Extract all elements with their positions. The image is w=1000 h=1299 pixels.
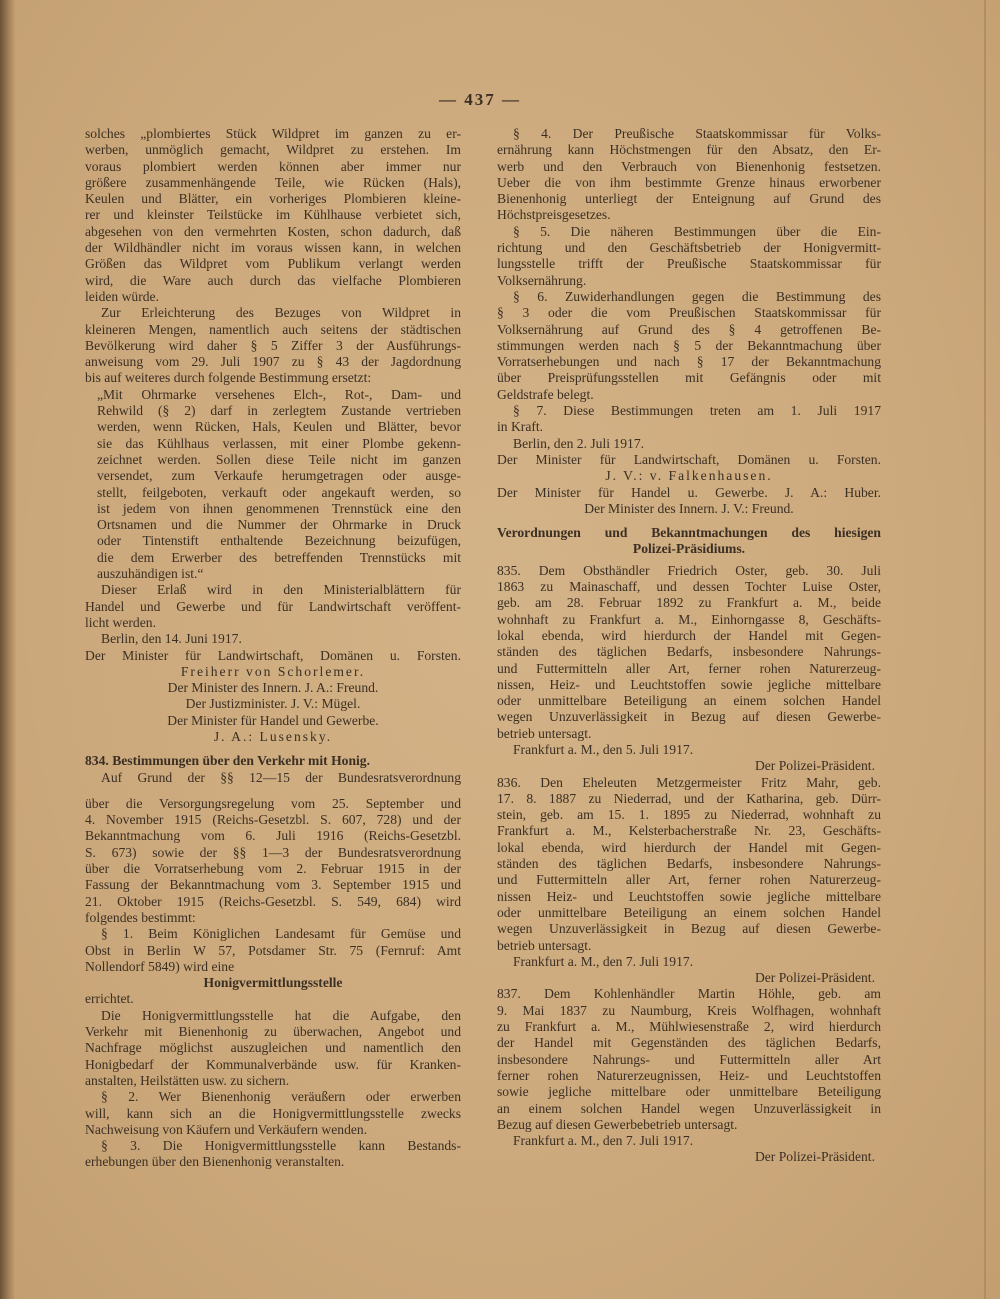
text-line: anweisung vom 29. Juli 1907 zu § 43 der Jagdordnung xyxy=(85,354,461,370)
text-line: kleineren Mengen, namentlich auch seitens der städtischen xyxy=(85,321,461,337)
text-line: in Kraft. xyxy=(497,419,544,435)
text-line: Größen das Wildpret vom Publikum verlangt werden xyxy=(85,256,461,272)
text-line: werb und den Verbrauch von Bienenhonig festsetzen. xyxy=(497,158,881,174)
text-line: Der Minister für Landwirtschaft, Domänen u. Forsten. xyxy=(497,451,881,467)
text-line: ernährung kann Höchstmengen für den Absatz, den Er- xyxy=(497,142,881,158)
text-line: stimmungen werden nach § 5 der Bekanntmachung über xyxy=(497,337,881,353)
text-line: Bienenhonig unterliegt der Enteignung auf Grund des xyxy=(497,191,881,207)
text-line: über die Versorgungsregelung vom 25. September und xyxy=(85,795,461,811)
text-line: wegen Unzuverlässigkeit in Bezug auf diesen Gewerbe- xyxy=(497,709,881,725)
text-line: J. V.: v. Falkenhausen. xyxy=(605,468,773,484)
text-line: will, kann sich an die Honigvermittlungsstelle zwecks xyxy=(85,1105,461,1121)
text-line: Der Justizminister. J. V.: Mügel. xyxy=(185,696,361,712)
text-line: Rehwild (§ 2) darf in zerlegtem Zustande vertrieben xyxy=(97,403,461,419)
text-line: Nachfrage möglichst auszugleichen und namentlich den xyxy=(85,1040,461,1056)
text-line: Berlin, den 2. Juli 1917. xyxy=(513,435,645,451)
text-line: Der Minister des Innern. J. V.: Freund. xyxy=(584,500,794,516)
text-line: Honigbedarf der Kommunalverbände usw. für Kranken- xyxy=(85,1056,461,1072)
text-line: oder unmittelbare Beteiligung an einem solchen Handel xyxy=(497,693,881,709)
text-line: Honigvermittlungsstelle xyxy=(203,975,343,991)
text-line: 835. Dem Obsthändler Friedrich Oster, geb. 30. Juli xyxy=(497,562,881,578)
text-line: Obst in Berlin W 57, Potsdamer Str. 75 (Fernruf: Amt xyxy=(85,942,461,958)
text-line: Der Polizei-Präsident. xyxy=(754,970,875,986)
text-line: versendet, zum Verkaufe herumgetragen oder ausge- xyxy=(97,468,461,484)
text-line: Ortsnamen und die Nummer der Ohrmarke in Druck xyxy=(97,517,461,533)
text-line: anstalten, Heilstätten usw. zu sichern. xyxy=(85,1072,290,1088)
text-line: sowie jegliche mittelbare oder unmittelbare Beteiligung xyxy=(497,1084,881,1100)
text-line: 834. Bestimmungen über den Verkehr mit Honig. xyxy=(85,753,370,769)
text-line: zu Frankfurt a. M., Mühlwiesenstraße 2, wird hierdurch xyxy=(497,1019,881,1035)
text-line: Polizei-Präsidiums. xyxy=(632,541,746,557)
text-line: Dieser Erlaß wird in den Ministerialblättern für xyxy=(101,582,461,598)
text-line: Frankfurt a. M., den 7. Juli 1917. xyxy=(513,953,694,969)
text-line: Keulen und Blätter, ein vorheriges Plombieren kleine- xyxy=(85,191,461,207)
text-line: 17. 8. 1887 zu Niederrad, und der Katharina, geb. Dürr- xyxy=(497,790,881,806)
text-line: stellt, feilgeboten, verkauft oder angekauft werden, so xyxy=(97,484,461,500)
text-line: voraus plombiert werden können aber immer nur xyxy=(85,158,461,174)
text-line: folgendes bestimmt: xyxy=(85,909,196,925)
text-line: Der Minister für Handel und Gewerbe. xyxy=(167,712,379,728)
text-line: und Futtermitteln aller Art, ferner rohen Naturerzeug- xyxy=(497,872,881,888)
page-edge xyxy=(984,0,986,1299)
text-line: werden, wenn Rücken, Hals, Keulen und Blätter, bevor xyxy=(97,419,461,435)
text-line: ist jedem von ihnen genommenen Trennstück eine den xyxy=(97,500,461,516)
text-line: Freiherr von Schorlemer. xyxy=(180,663,366,679)
text-line: auszuhändigen ist.“ xyxy=(97,566,204,582)
text-line: 837. Dem Kohlenhändler Martin Höhle, geb. am xyxy=(497,986,881,1002)
text-line: § 2. Wer Bienenhonig veräußern oder erwerben xyxy=(101,1089,461,1105)
text-line: § 1. Beim Königlichen Landesamt für Gemüse und xyxy=(101,926,461,942)
text-line: geb. am 28. Februar 1892 zu Frankfurt a. M., beide xyxy=(497,595,881,611)
text-line: größere zusammenhängende Teile, wie Rücken (Hals), xyxy=(85,174,461,190)
text-line: oder unmittelbare Beteiligung an einem solchen Handel xyxy=(497,904,881,920)
binding-gutter xyxy=(0,0,16,1299)
text-line: 9. Mai 1837 zu Naumburg, Kreis Wolfhagen, wohnhaft xyxy=(497,1002,881,1018)
text-line: betrieb untersagt. xyxy=(497,725,592,741)
text-line: § 3 oder die vom Preußischen Staatskommissar für xyxy=(497,305,881,321)
text-line: nissen Heiz- und Leuchtstoffen sowie jegliche mittelbare xyxy=(497,888,881,904)
text-line: wegen Unzuverlässigkeit in Bezug auf diesen Gewerbe- xyxy=(497,921,881,937)
text-line: Auf Grund der §§ 12—15 der Bundesratsverordnung xyxy=(101,769,461,785)
text-line: Die Honigvermittlungsstelle hat die Aufgabe, den xyxy=(101,1007,461,1023)
text-line: leiden würde. xyxy=(85,288,159,304)
text-line: § 4. Der Preußische Staatskommissar für Volks- xyxy=(513,126,881,141)
text-line: über die Vorratserhebung vom 2. Februar 1915 in der xyxy=(85,861,461,877)
text-line: Bekanntmachung vom 6. Juli 1916 (Reichs-Gesetzbl. xyxy=(85,828,461,844)
text-line: die dem Erwerber des betreffenden Trennstücks mit xyxy=(97,549,461,565)
text-line: Frankfurt a. M., den 7. Juli 1917. xyxy=(513,1133,694,1149)
text-line: Der Minister für Landwirtschaft, Domänen u. Forsten. xyxy=(85,647,461,663)
text-line: abgesehen von den vermehrten Kosten, schon dadurch, daß xyxy=(85,223,461,239)
text-line: Frankfurt a. M., Kelsterbacherstraße Nr. 23, Geschäfts- xyxy=(497,823,881,839)
text-line: Höchstpreisgesetzes. xyxy=(497,207,611,223)
text-line: wohnhaft zu Frankfurt a. M., Einhorngasse 8, Geschäfts- xyxy=(497,611,881,627)
text-line: Der Minister des Innern. J. A.: Freund. xyxy=(167,680,379,696)
text-line: 21. Oktober 1915 (Reichs-Gesetzbl. S. 549, 684) wird xyxy=(85,893,461,909)
text-line: ferner rohen Naturerzeugnissen, Heiz- und Leuchtstoffen xyxy=(497,1067,881,1083)
text-line: an einem solchen Handel wegen Unzuverlässigkeit in xyxy=(497,1100,881,1116)
text-line: Fassung der Bekanntmachung vom 3. September 1915 und xyxy=(85,877,461,893)
text-line: Handel und Gewerbe und für Landwirtschaft veröffent- xyxy=(85,598,461,614)
text-line: Der Polizei-Präsident. xyxy=(754,758,875,774)
text-line: bis auf weiteres durch folgende Bestimmung ersetzt: xyxy=(85,370,372,386)
text-line: sie das Kühlhaus verlassen, mit einer Plombe gekenn- xyxy=(97,435,461,451)
text-line: 836. Den Eheleuten Metzgermeister Fritz Mahr, geb. xyxy=(497,774,881,790)
text-line: J. A.: Lusensky. xyxy=(213,728,333,744)
text-line: 4. November 1915 (Reichs-Gesetzbl. S. 607, 728) und der xyxy=(85,812,461,828)
text-line: der Wildhändler nicht im voraus wissen kann, in welchen xyxy=(85,240,461,256)
text-line: Geldstrafe belegt. xyxy=(497,386,594,402)
text-line: Verkehr mit Bienenhonig zu überwachen, Angebot und xyxy=(85,1024,461,1040)
text-line: Bezug auf diesen Gewerbebetrieb untersagt. xyxy=(497,1116,738,1132)
left-column xyxy=(85,126,461,1171)
text-line: Vorratserhebungen und nach § 17 der Bekanntmachung xyxy=(497,354,881,370)
text-line: lungsstelle trifft der Preußische Staatskommissar für xyxy=(497,256,881,272)
text-line: über Preisprüfungsstellen mit Gefängnis oder mit xyxy=(497,370,881,386)
text-line: insbesondere Nahrungs- und Futtermitteln aller Art xyxy=(497,1051,881,1067)
text-line: rer und kleinster Teilstücke im Kühlhause verbietet sich, xyxy=(85,207,461,223)
text-line: der Handel mit Gegenständen des täglichen Bedarfs, xyxy=(497,1035,881,1051)
text-line: Bevölkerung wird daher § 5 Ziffer 3 der Ausführungs- xyxy=(85,337,461,353)
text-line: zeichnet werden. Sollen diese Teile nicht im ganzen xyxy=(97,451,461,467)
text-line: Ueber die von ihm bestimmte Grenze hinaus erworbener xyxy=(497,174,881,190)
text-line: § 6. Zuwiderhandlungen gegen die Bestimmung des xyxy=(513,288,881,304)
text-line: ständen des täglichen Bedarfs, insbesondere Nahrungs- xyxy=(497,644,881,660)
text-line: lokal ebenda, wird hierdurch der Handel mit Gegen- xyxy=(497,839,881,855)
text-line: 1863 zu Mainaschaff, und dessen Tochter Luise Oster, xyxy=(497,579,881,595)
text-line: oder Tintenstift enthaltende Bezeichnung beizufügen, xyxy=(97,533,461,549)
text-line: „Mit Ohrmarke versehenes Elch-, Rot-, Dam- und xyxy=(97,386,461,402)
text-line: Volksernährung. xyxy=(497,272,587,288)
text-line: Zur Erleichterung des Bezuges von Wildpret in xyxy=(101,305,461,321)
text-line: richtung und den Geschäftsbetrieb der Honigvermitt- xyxy=(497,240,881,256)
text-line: Frankfurt a. M., den 5. Juli 1917. xyxy=(513,741,694,757)
text-line: solches „plombiertes Stück Wildpret im ganzen zu er- xyxy=(85,126,461,141)
text-line: Berlin, den 14. Juni 1917. xyxy=(101,631,242,647)
text-line: erhebungen über den Bienenhonig veranstalten. xyxy=(85,1154,345,1170)
text-line: lokal ebenda, wird hierdurch der Handel mit Gegen- xyxy=(497,627,881,643)
text-line: § 5. Die näheren Bestimmungen über die Ein- xyxy=(513,223,881,239)
text-line: Nachweisung von Käufern und Verkäufern wenden. xyxy=(85,1121,368,1137)
right-column xyxy=(497,126,881,1166)
text-line: § 7. Diese Bestimmungen treten am 1. Juli 1917 xyxy=(513,403,881,419)
text-line: Der Polizei-Präsident. xyxy=(754,1149,875,1165)
text-line: nissen, Heiz- und Leuchtstoffen sowie jegliche mittelbare xyxy=(497,676,881,692)
text-line: ständen des täglichen Bedarfs, insbesondere Nahrungs- xyxy=(497,856,881,872)
text-line: § 3. Die Honigvermittlungsstelle kann Bestands- xyxy=(101,1138,461,1154)
text-line: errichtet. xyxy=(85,991,134,1007)
text-line: Verordnungen und Bekanntmachungen des hiesigen xyxy=(497,525,881,541)
page-number: — 437 — xyxy=(439,90,521,109)
text-line: betrieb untersagt. xyxy=(497,937,592,953)
text-line: Volksernährung auf Grund des § 4 getroffenen Be- xyxy=(497,321,881,337)
text-line: licht werden. xyxy=(85,614,156,630)
text-line: werben, unmöglich gemacht, Wildpret zu erstehen. Im xyxy=(85,142,461,158)
text-line: stein, geb. am 15. 1. 1895 zu Niederrad, wohnhaft zu xyxy=(497,807,881,823)
text-line: Nollendorf 5849) wird eine xyxy=(85,958,235,974)
text-line: Der Minister für Handel u. Gewerbe. J. A.: Huber. xyxy=(497,484,881,500)
text-line: und Futtermitteln aller Art, ferner rohen Naturerzeug- xyxy=(497,660,881,676)
text-line: wird, die Ware auch durch das vielfache Plombieren xyxy=(85,272,461,288)
text-line: S. 673) sowie der §§ 1—3 der Bundesratsverordnung xyxy=(85,844,461,860)
